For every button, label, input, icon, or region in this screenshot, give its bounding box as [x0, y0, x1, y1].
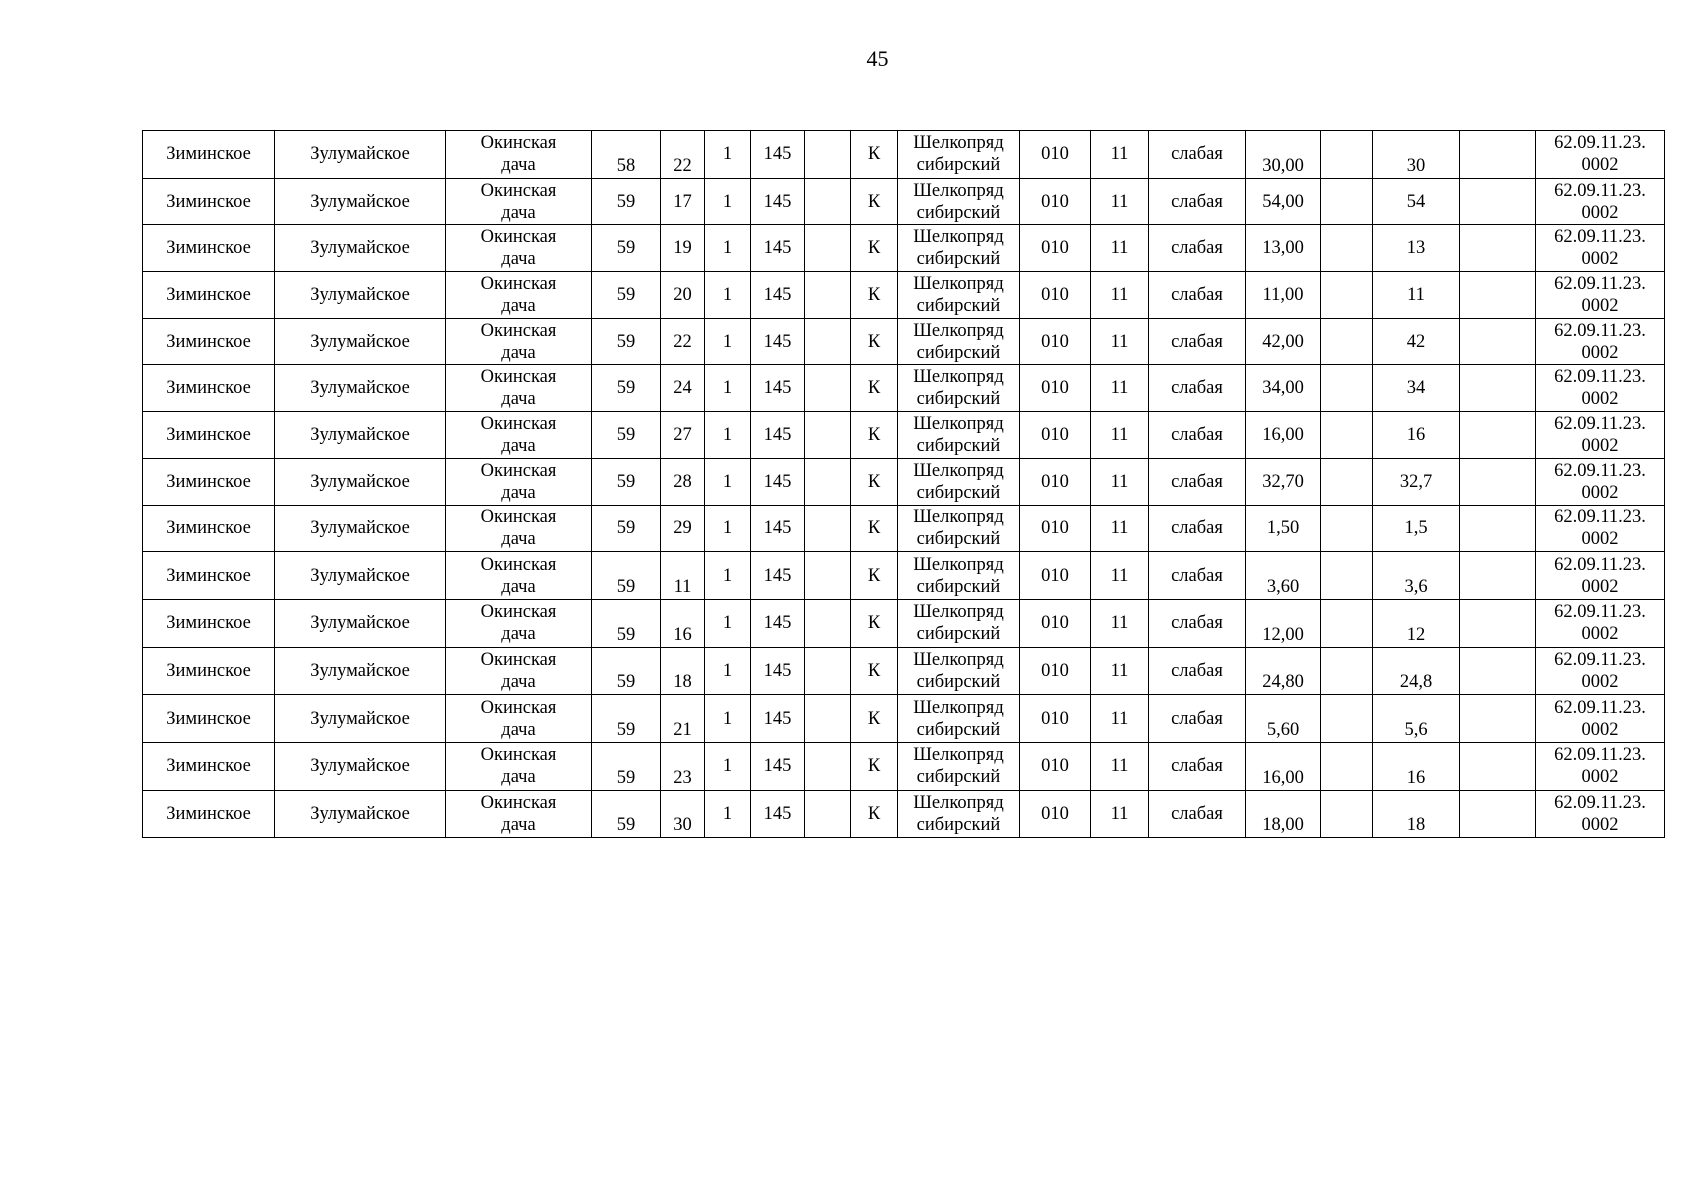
species-cell: К: [851, 458, 898, 505]
pest-cell: Шелкопряд сибирский: [898, 412, 1020, 459]
table-row: [143, 790, 1665, 838]
degree-cell: слабая: [1149, 318, 1246, 365]
col-14-cell: 11: [1091, 790, 1149, 838]
area-rounded-cell: 11: [1373, 272, 1460, 319]
species-cell: К: [851, 178, 898, 225]
area-cell: 24,80: [1246, 647, 1321, 695]
pest-cell: Шелкопряд сибирский: [898, 790, 1020, 838]
col-9-cell: 145: [751, 552, 805, 600]
dacha-cell: Окинская дача: [446, 599, 592, 647]
col-9-cell: 145: [751, 695, 805, 743]
degree-cell: слабая: [1149, 742, 1246, 790]
degree-cell: слабая: [1149, 131, 1246, 179]
district-cell: Зулумайское: [275, 131, 446, 179]
area-rounded-cell: 3,6: [1373, 552, 1460, 600]
col-9-cell: 145: [751, 505, 805, 552]
species-cell: К: [851, 412, 898, 459]
table-row: [143, 647, 1665, 695]
species-cell: К: [851, 742, 898, 790]
table-row: [143, 505, 1665, 552]
table-row: [143, 412, 1665, 459]
degree-cell: слабая: [1149, 790, 1246, 838]
area-rounded-cell: 1,5: [1373, 505, 1460, 552]
empty-cell: [1460, 458, 1536, 505]
species-cell: К: [851, 599, 898, 647]
dacha-cell: Окинская дача: [446, 365, 592, 412]
code-cell: 62.09.11.23. 0002: [1536, 505, 1665, 552]
empty-cell: [805, 552, 851, 600]
section-cell: 30: [661, 790, 705, 838]
section-cell: 21: [661, 695, 705, 743]
empty-cell: [805, 505, 851, 552]
col-14-cell: 11: [1091, 412, 1149, 459]
table-row: [143, 742, 1665, 790]
forestry-cell: Зиминское: [143, 272, 275, 319]
empty-cell: [1321, 552, 1373, 600]
code-cell: 62.09.11.23. 0002: [1536, 272, 1665, 319]
district-cell: Зулумайское: [275, 647, 446, 695]
section-cell: 16: [661, 599, 705, 647]
col-13-cell: 010: [1020, 412, 1091, 459]
col-8-cell: 1: [705, 505, 751, 552]
area-rounded-cell: 16: [1373, 412, 1460, 459]
col-8-cell: 1: [705, 599, 751, 647]
empty-cell: [1460, 365, 1536, 412]
code-cell: 62.09.11.23. 0002: [1536, 412, 1665, 459]
empty-cell: [1321, 365, 1373, 412]
degree-cell: слабая: [1149, 552, 1246, 600]
empty-cell: [1321, 458, 1373, 505]
dacha-cell: Окинская дача: [446, 412, 592, 459]
col-9-cell: 145: [751, 318, 805, 365]
col-9-cell: 145: [751, 225, 805, 272]
col-14-cell: 11: [1091, 131, 1149, 179]
empty-cell: [805, 742, 851, 790]
col-13-cell: 010: [1020, 272, 1091, 319]
district-cell: Зулумайское: [275, 458, 446, 505]
col-14-cell: 11: [1091, 272, 1149, 319]
area-rounded-cell: 54: [1373, 178, 1460, 225]
empty-cell: [805, 131, 851, 179]
section-cell: 22: [661, 318, 705, 365]
col-8-cell: 1: [705, 458, 751, 505]
dacha-cell: Окинская дача: [446, 552, 592, 600]
empty-cell: [1460, 272, 1536, 319]
col-13-cell: 010: [1020, 318, 1091, 365]
empty-cell: [805, 225, 851, 272]
code-cell: 62.09.11.23. 0002: [1536, 178, 1665, 225]
table-row: [143, 131, 1665, 179]
area-cell: 34,00: [1246, 365, 1321, 412]
dacha-cell: Окинская дача: [446, 225, 592, 272]
empty-cell: [1460, 505, 1536, 552]
area-cell: 1,50: [1246, 505, 1321, 552]
empty-cell: [805, 272, 851, 319]
species-cell: К: [851, 505, 898, 552]
species-cell: К: [851, 318, 898, 365]
section-cell: 29: [661, 505, 705, 552]
col-9-cell: 145: [751, 412, 805, 459]
col-14-cell: 11: [1091, 318, 1149, 365]
empty-cell: [805, 412, 851, 459]
empty-cell: [1460, 178, 1536, 225]
area-cell: 18,00: [1246, 790, 1321, 838]
district-cell: Зулумайское: [275, 599, 446, 647]
page-number: 45: [866, 46, 889, 71]
col-13-cell: 010: [1020, 365, 1091, 412]
degree-cell: слабая: [1149, 412, 1246, 459]
quarter-cell: 59: [592, 647, 661, 695]
dacha-cell: Окинская дача: [446, 272, 592, 319]
degree-cell: слабая: [1149, 225, 1246, 272]
col-14-cell: 11: [1091, 178, 1149, 225]
dacha-cell: Окинская дача: [446, 458, 592, 505]
empty-cell: [805, 647, 851, 695]
pest-cell: Шелкопряд сибирский: [898, 272, 1020, 319]
area-cell: 30,00: [1246, 131, 1321, 179]
species-cell: К: [851, 131, 898, 179]
empty-cell: [805, 318, 851, 365]
col-9-cell: 145: [751, 790, 805, 838]
district-cell: Зулумайское: [275, 790, 446, 838]
col-8-cell: 1: [705, 225, 751, 272]
area-cell: 12,00: [1246, 599, 1321, 647]
empty-cell: [1321, 225, 1373, 272]
col-8-cell: 1: [705, 131, 751, 179]
district-cell: Зулумайское: [275, 272, 446, 319]
empty-cell: [1321, 131, 1373, 179]
area-cell: 54,00: [1246, 178, 1321, 225]
area-rounded-cell: 12: [1373, 599, 1460, 647]
section-cell: 22: [661, 131, 705, 179]
empty-cell: [1321, 647, 1373, 695]
quarter-cell: 59: [592, 412, 661, 459]
forestry-cell: Зиминское: [143, 552, 275, 600]
col-8-cell: 1: [705, 272, 751, 319]
table-row: [143, 318, 1665, 365]
table-row: [143, 178, 1665, 225]
forest-pest-table: [142, 130, 1665, 838]
col-13-cell: 010: [1020, 695, 1091, 743]
empty-cell: [805, 178, 851, 225]
code-cell: 62.09.11.23. 0002: [1536, 790, 1665, 838]
col-9-cell: 145: [751, 131, 805, 179]
table-row: [143, 552, 1665, 600]
empty-cell: [1321, 790, 1373, 838]
dacha-cell: Окинская дача: [446, 647, 592, 695]
area-rounded-cell: 24,8: [1373, 647, 1460, 695]
area-rounded-cell: 5,6: [1373, 695, 1460, 743]
species-cell: К: [851, 647, 898, 695]
empty-cell: [1460, 695, 1536, 743]
area-rounded-cell: 30: [1373, 131, 1460, 179]
species-cell: К: [851, 365, 898, 412]
degree-cell: слабая: [1149, 272, 1246, 319]
area-cell: 11,00: [1246, 272, 1321, 319]
forestry-cell: Зиминское: [143, 178, 275, 225]
section-cell: 18: [661, 647, 705, 695]
empty-cell: [1460, 790, 1536, 838]
forestry-cell: Зиминское: [143, 131, 275, 179]
area-rounded-cell: 34: [1373, 365, 1460, 412]
forestry-cell: Зиминское: [143, 647, 275, 695]
col-8-cell: 1: [705, 647, 751, 695]
quarter-cell: 58: [592, 131, 661, 179]
district-cell: Зулумайское: [275, 178, 446, 225]
pest-cell: Шелкопряд сибирский: [898, 131, 1020, 179]
col-9-cell: 145: [751, 742, 805, 790]
quarter-cell: 59: [592, 599, 661, 647]
table-row: [143, 695, 1665, 743]
district-cell: Зулумайское: [275, 365, 446, 412]
section-cell: 19: [661, 225, 705, 272]
pest-cell: Шелкопряд сибирский: [898, 742, 1020, 790]
dacha-cell: Окинская дача: [446, 131, 592, 179]
degree-cell: слабая: [1149, 505, 1246, 552]
table-row: [143, 365, 1665, 412]
dacha-cell: Окинская дача: [446, 178, 592, 225]
area-cell: 13,00: [1246, 225, 1321, 272]
empty-cell: [1321, 505, 1373, 552]
forestry-cell: Зиминское: [143, 412, 275, 459]
pest-cell: Шелкопряд сибирский: [898, 365, 1020, 412]
quarter-cell: 59: [592, 552, 661, 600]
forestry-cell: Зиминское: [143, 225, 275, 272]
pest-cell: Шелкопряд сибирский: [898, 505, 1020, 552]
section-cell: 20: [661, 272, 705, 319]
dacha-cell: Окинская дача: [446, 742, 592, 790]
col-14-cell: 11: [1091, 599, 1149, 647]
quarter-cell: 59: [592, 790, 661, 838]
col-13-cell: 010: [1020, 599, 1091, 647]
col-13-cell: 010: [1020, 131, 1091, 179]
area-rounded-cell: 16: [1373, 742, 1460, 790]
forestry-cell: Зиминское: [143, 599, 275, 647]
dacha-cell: Окинская дача: [446, 695, 592, 743]
col-8-cell: 1: [705, 552, 751, 600]
empty-cell: [1460, 599, 1536, 647]
col-9-cell: 145: [751, 599, 805, 647]
forestry-cell: Зиминское: [143, 695, 275, 743]
col-9-cell: 145: [751, 365, 805, 412]
district-cell: Зулумайское: [275, 695, 446, 743]
section-cell: 23: [661, 742, 705, 790]
empty-cell: [1321, 695, 1373, 743]
code-cell: 62.09.11.23. 0002: [1536, 365, 1665, 412]
empty-cell: [1460, 318, 1536, 365]
empty-cell: [805, 599, 851, 647]
section-cell: 11: [661, 552, 705, 600]
empty-cell: [1321, 742, 1373, 790]
district-cell: Зулумайское: [275, 505, 446, 552]
col-13-cell: 010: [1020, 552, 1091, 600]
col-9-cell: 145: [751, 647, 805, 695]
area-cell: 16,00: [1246, 412, 1321, 459]
empty-cell: [1321, 178, 1373, 225]
area-cell: 3,60: [1246, 552, 1321, 600]
col-9-cell: 145: [751, 458, 805, 505]
col-8-cell: 1: [705, 695, 751, 743]
empty-cell: [1321, 272, 1373, 319]
empty-cell: [1321, 318, 1373, 365]
section-cell: 24: [661, 365, 705, 412]
area-cell: 16,00: [1246, 742, 1321, 790]
col-14-cell: 11: [1091, 365, 1149, 412]
col-13-cell: 010: [1020, 178, 1091, 225]
quarter-cell: 59: [592, 225, 661, 272]
quarter-cell: 59: [592, 505, 661, 552]
pest-cell: Шелкопряд сибирский: [898, 552, 1020, 600]
section-cell: 17: [661, 178, 705, 225]
area-cell: 5,60: [1246, 695, 1321, 743]
forestry-cell: Зиминское: [143, 790, 275, 838]
area-rounded-cell: 18: [1373, 790, 1460, 838]
forestry-cell: Зиминское: [143, 365, 275, 412]
empty-cell: [1321, 412, 1373, 459]
quarter-cell: 59: [592, 365, 661, 412]
table-row: [143, 599, 1665, 647]
empty-cell: [805, 695, 851, 743]
area-rounded-cell: 13: [1373, 225, 1460, 272]
col-8-cell: 1: [705, 365, 751, 412]
degree-cell: слабая: [1149, 647, 1246, 695]
empty-cell: [1460, 225, 1536, 272]
col-14-cell: 11: [1091, 458, 1149, 505]
pest-cell: Шелкопряд сибирский: [898, 695, 1020, 743]
dacha-cell: Окинская дача: [446, 505, 592, 552]
code-cell: 62.09.11.23. 0002: [1536, 225, 1665, 272]
col-8-cell: 1: [705, 742, 751, 790]
code-cell: 62.09.11.23. 0002: [1536, 552, 1665, 600]
degree-cell: слабая: [1149, 695, 1246, 743]
forestry-cell: Зиминское: [143, 505, 275, 552]
col-13-cell: 010: [1020, 742, 1091, 790]
pest-cell: Шелкопряд сибирский: [898, 178, 1020, 225]
pest-cell: Шелкопряд сибирский: [898, 458, 1020, 505]
species-cell: К: [851, 695, 898, 743]
pest-cell: Шелкопряд сибирский: [898, 599, 1020, 647]
col-9-cell: 145: [751, 272, 805, 319]
code-cell: 62.09.11.23. 0002: [1536, 458, 1665, 505]
empty-cell: [1460, 742, 1536, 790]
col-14-cell: 11: [1091, 505, 1149, 552]
pest-cell: Шелкопряд сибирский: [898, 225, 1020, 272]
dacha-cell: Окинская дача: [446, 318, 592, 365]
degree-cell: слабая: [1149, 178, 1246, 225]
col-8-cell: 1: [705, 318, 751, 365]
col-8-cell: 1: [705, 178, 751, 225]
species-cell: К: [851, 790, 898, 838]
degree-cell: слабая: [1149, 365, 1246, 412]
district-cell: Зулумайское: [275, 742, 446, 790]
dacha-cell: Окинская дача: [446, 790, 592, 838]
empty-cell: [1460, 647, 1536, 695]
quarter-cell: 59: [592, 272, 661, 319]
table-row: [143, 225, 1665, 272]
pest-cell: Шелкопряд сибирский: [898, 647, 1020, 695]
species-cell: К: [851, 225, 898, 272]
empty-cell: [1460, 552, 1536, 600]
district-cell: Зулумайское: [275, 412, 446, 459]
col-13-cell: 010: [1020, 458, 1091, 505]
forestry-cell: Зиминское: [143, 458, 275, 505]
code-cell: 62.09.11.23. 0002: [1536, 599, 1665, 647]
col-13-cell: 010: [1020, 225, 1091, 272]
area-rounded-cell: 42: [1373, 318, 1460, 365]
col-13-cell: 010: [1020, 647, 1091, 695]
quarter-cell: 59: [592, 318, 661, 365]
table-row: [143, 458, 1665, 505]
code-cell: 62.09.11.23. 0002: [1536, 131, 1665, 179]
col-8-cell: 1: [705, 790, 751, 838]
code-cell: 62.09.11.23. 0002: [1536, 742, 1665, 790]
area-cell: 42,00: [1246, 318, 1321, 365]
code-cell: 62.09.11.23. 0002: [1536, 318, 1665, 365]
empty-cell: [805, 790, 851, 838]
quarter-cell: 59: [592, 695, 661, 743]
species-cell: К: [851, 272, 898, 319]
degree-cell: слабая: [1149, 458, 1246, 505]
col-9-cell: 145: [751, 178, 805, 225]
col-13-cell: 010: [1020, 790, 1091, 838]
col-14-cell: 11: [1091, 695, 1149, 743]
code-cell: 62.09.11.23. 0002: [1536, 647, 1665, 695]
col-14-cell: 11: [1091, 742, 1149, 790]
col-14-cell: 11: [1091, 552, 1149, 600]
forestry-cell: Зиминское: [143, 742, 275, 790]
section-cell: 27: [661, 412, 705, 459]
section-cell: 28: [661, 458, 705, 505]
district-cell: Зулумайское: [275, 552, 446, 600]
area-cell: 32,70: [1246, 458, 1321, 505]
pest-cell: Шелкопряд сибирский: [898, 318, 1020, 365]
district-cell: Зулумайское: [275, 225, 446, 272]
col-14-cell: 11: [1091, 647, 1149, 695]
area-rounded-cell: 32,7: [1373, 458, 1460, 505]
code-cell: 62.09.11.23. 0002: [1536, 695, 1665, 743]
species-cell: К: [851, 552, 898, 600]
col-8-cell: 1: [705, 412, 751, 459]
empty-cell: [805, 365, 851, 412]
empty-cell: [1321, 599, 1373, 647]
empty-cell: [805, 458, 851, 505]
quarter-cell: 59: [592, 178, 661, 225]
empty-cell: [1460, 412, 1536, 459]
empty-cell: [1460, 131, 1536, 179]
forestry-cell: Зиминское: [143, 318, 275, 365]
table-row: [143, 272, 1665, 319]
degree-cell: слабая: [1149, 599, 1246, 647]
col-14-cell: 11: [1091, 225, 1149, 272]
quarter-cell: 59: [592, 742, 661, 790]
quarter-cell: 59: [592, 458, 661, 505]
district-cell: Зулумайское: [275, 318, 446, 365]
col-13-cell: 010: [1020, 505, 1091, 552]
